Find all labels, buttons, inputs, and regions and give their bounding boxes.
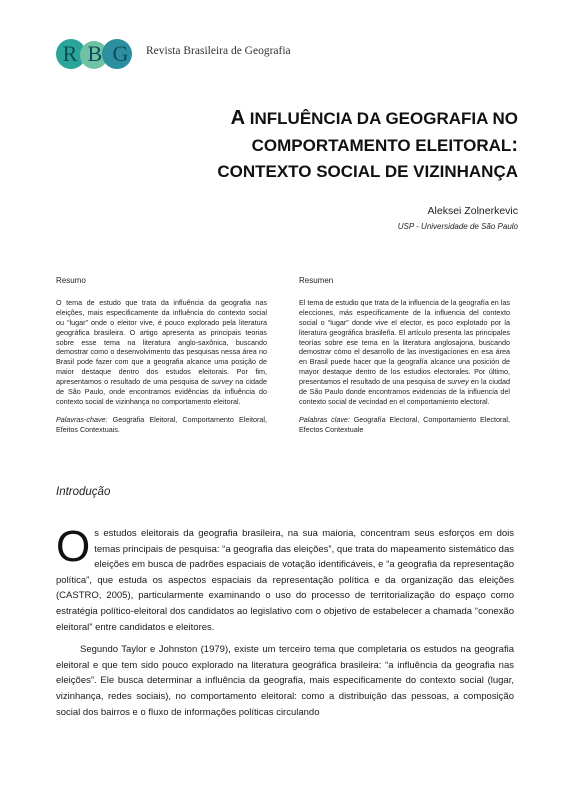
title-line-1-rest: INFLUÊNCIA DA GEOGRAFIA NO [245,109,518,128]
keywords [56,415,267,435]
intro-paragraph-1 [56,522,514,635]
resumen-text-a: El tema de estudio que trata de la influencia de la geografía en las elecciones, más especificamente de la influencia del contexto social o “lugar” donde vive el elector, es poco explotado por la literatura geográfica brasileña. El artículo presenta las principales teorías sobre ese tema en la literatura anglosajona, buscando demostrar cómo el desarrollo de las investigaciones en esa área en Brasil puede hacer que la geografía alcance una posición de mayor destaque dentro de los estudios electorales. Por último, presentamos el resultado de una pesquisa de [299,297,510,387]
abstract-portuguese [56,276,267,435]
resumen-heading: Resumen [299,276,334,285]
author-affiliation: USP - Universidade de São Paulo [397,222,518,231]
title-colon: : [511,134,518,156]
title-line-3: CONTEXTO SOCIAL DE VIZINHANÇA [217,162,518,181]
intro-paragraph-2: Segundo Taylor e Johnston (1979), existe um terceiro tema que completaria os estudos na geografia eleitoral e que tem sido pouco explorado na literatura geográfica brasileira: “a influência da geografia nas eleições”. Ele busca determinar a influência da geografia, mais especificamente do contexto social (lugar, vizinhança, redes sociais), no comportamento eleitoral: como a distribuição das pessoas, a composição social dos bairros e o fluxo de informações políticas circulando [56,644,514,718]
journal-name: Revista Brasileira de Geografia [146,45,291,57]
resumen-text-italic: survey [447,377,469,387]
article-title [78,105,518,185]
keywords-list: Geografia Eleitoral, Comportamento Eleitoral, Efeitos Contextuais. [56,414,267,434]
introduction-body [56,522,514,720]
abstract-text-italic: survey [211,377,233,387]
title-initial: A [230,107,246,129]
author-name: Aleksei Zolnerkevic [427,205,518,217]
palabras-clave-label: Palabras clave: [299,414,350,424]
logo-letter-b: B [87,41,104,66]
introduction-heading: Introdução [56,486,111,498]
logo-letter-r: R [62,41,79,66]
resumen-text-b: en la ciudad de São Paulo donde encontramos evidencias de la influencia del contexto social de vecindad en el comportamiento electoral. [299,377,510,406]
logo-letters [58,41,134,67]
title-line-2 [78,132,518,159]
abstract-text [56,298,267,407]
keywords-label: Palavras-chave: [56,414,108,424]
logo-letter-g: G [112,41,130,66]
title-line-1 [78,105,518,132]
drop-cap: O [56,522,91,571]
resumen-text [299,298,510,407]
journal-logo [56,38,146,70]
abstract-text-a: O tema de estudo que trata da influência da geografia nas eleições, mais especificamente da influência do contexto social ou “lugar” onde o eleitor vive, é pouco explorado pela literatura geográfica brasileira. O artigo apresenta as principais teorias sobre esse tema na literatura anglo-saxônica, buscando demostrar como o desenvolvimento das pesquisas nessa área no Brasil pode fazer com que a geografia alcance uma posição de maior destaque dentro dos estudos eleitorais. Por fim, apresentamos o resultado de uma pesquisa de [56,297,267,387]
abstract-text-b: na cidade de São Paulo, onde encontramos evidências da influência do contexto social de vizinhança no comportamento eleitoral. [56,377,267,406]
abstract-spanish [299,276,510,435]
intro-paragraph-1-text: s estudos eleitorais da geografia brasileira, na sua maioria, concentram seus esforços em dois temas principais de pesquisa: “a geografia das eleições”, que trata do mapeamento sistemático das eleições em busca de padrões espaciais de votação identificáveis, e “a geografia da representação política”, que estuda os aspectos espaciais da representação política e da organização das eleições (CASTRO, 2005), particularmente examinando o uso do processo de territorialização do espaço como estratégia político-eleitoral dos candidatos ao legislativo com o objetivo de estabelecer a chamada “conexão eleitoral” entre candidatos e eleitores. [56,528,514,633]
title-line-2-text: COMPORTAMENTO ELEITORAL [251,136,512,155]
abstract-heading: Resumo [56,276,86,285]
palabras-clave-list: Geografía Electoral, Comportamiento Electoral, Efectos Contextuale [299,414,511,434]
palabras-clave [299,415,510,435]
